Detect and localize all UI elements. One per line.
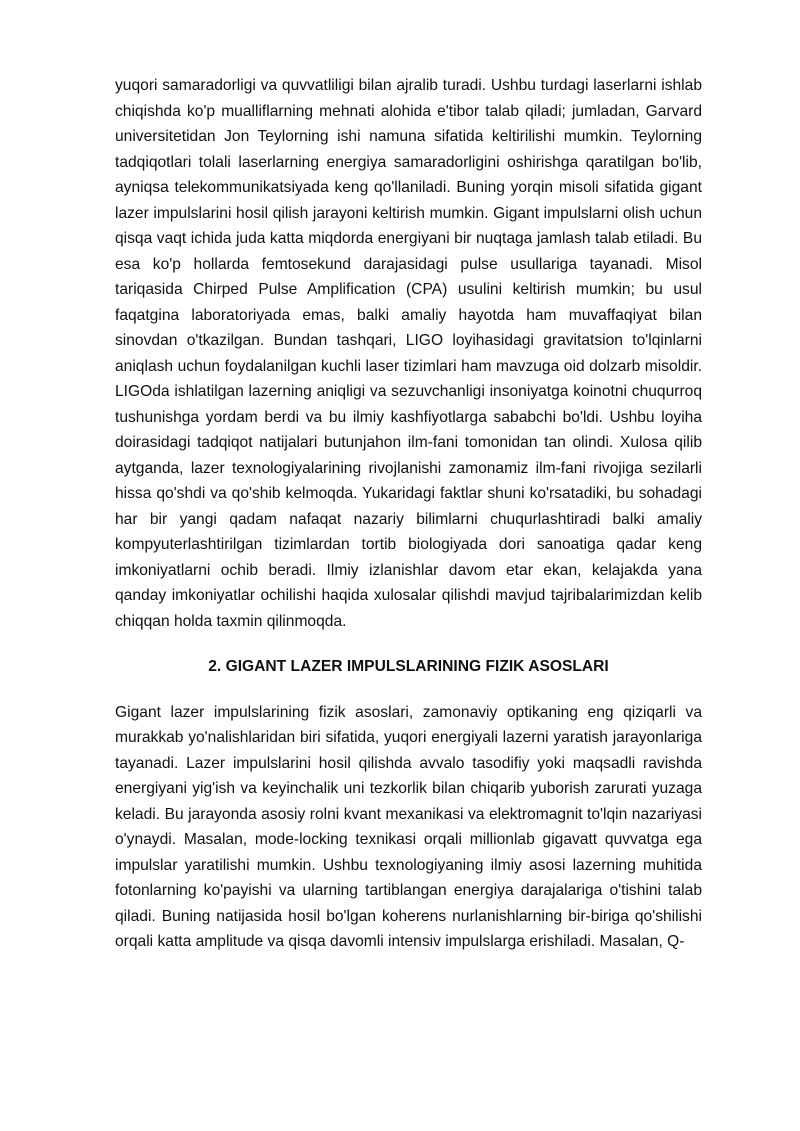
body-paragraph-1: yuqori samaradorligi va quvvatliligi bilan ajralib turadi. Ushbu turdagi laserlarni ishlab chiqishda ko'p mualliflarning mehnati alohida e'tibor talab qiladi; jumladan, Garvard universitetidan Jon Teylorning ishi namuna sifatida keltirilishi mumkin. Teylorning tadqiqotlari tolali laserlarning energiya samaradorligini oshirishga qaratilgan bo'lib, ayniqsa telekommunikatsiyada keng qo'llaniladi. Buning yorqin misoli sifatida gigant lazer impulslarini hosil qilish jarayoni keltirish mumkin. Gigant impulslarni olish uchun qisqa vaqt ichida juda katta miqdorda energiyani bir nuqtaga jamlash talab etiladi. Bu esa ko'p hollarda femtosekund darajasidagi pulse usullariga tayanadi. Misol tariqasida Chirped Pulse Amplification (CPA) usulini keltirish mumkin; bu usul faqatgina laboratoriyada emas, balki amaliy hayotda ham muvaffaqiyat bilan sinovdan o'tkazilgan. Bundan tashqari, LIGO loyihasidagi gravitatsion to'lqinlarni aniqlash uchun foydalanilgan kuchli laser tizimlari ham mavzuga oid dolzarb misoldir. LIGOda ishlatilgan lazerning aniqligi va sezuvchanligi insoniyatga koinotni chuqurroq tushunishga yordam berdi va bu ilmiy kashfiyotlarga sababchi bo'ldi. Ushbu loyiha doirasidagi tadqiqot natijalari butunjahon ilm-fani tomonidan tan olindi. Xulosa qilib aytganda, lazer texnologiyalarining rivojlanishi zamonamiz ilm-fani rivojiga sezilarli hissa qo'shdi va qo'shib kelmoqda. Yukaridagi faktlar shuni ko'rsatadiki, bu sohadagi har bir yangi qadam nafaqat nazariy bilimlarni chuqurlashtiradi balki amaliy kompyuterlashtirilgan tizimlardan tortib biologiyada dori sanoatiga qadar keng imkoniyatlarni ochib beradi. Ilmiy izlanishlar davom etar ekan, kelajakda yana qanday imkoniyatlar ochilishi haqida xulosalar qilishdi mavjud tajribalarimizdan kelib chiqqan holda taxmin qilinmoqda. [115, 77, 702, 630]
section-heading: 2. GIGANT LAZER IMPULSLARINING FIZIK ASOSLARI [208, 658, 609, 675]
body-paragraph-2: Gigant lazer impulslarining fizik asoslari, zamonaviy optikaning eng qiziqarli va murakkab yo'nalishlaridan biri sifatida, yuqori energiyali lazerni yaratish jarayonlariga tayanadi. Lazer impulslarini hosil qilishda avvalo tasodifiy yoki maqsadli ravishda energiyani yig'ish va keyinchalik uni tezkorlik bilan chiqarib yuborish zarurati yuzaga keladi. Bu jarayonda asosiy rolni kvant mexanikasi va elektromagnit to'lqin nazariyasi o'ynaydi. Masalan, mode-locking texnikasi orqali millionlab gigavatt quvvatga ega impulslar yaratilishi mumkin. Ushbu texnologiyaning ilmiy asosi lazerning muhitida fotonlarning ko'payishi va ularning tartiblangan energiya darajalariga o'tishini talab qiladi. Buning natijasida hosil bo'lgan koherens nurlanishlarning bir-biriga qo'shilishi orqali katta amplitude va qisqa davomli intensiv impulslarga erishiladi. Masalan, Q- [115, 703, 702, 950]
